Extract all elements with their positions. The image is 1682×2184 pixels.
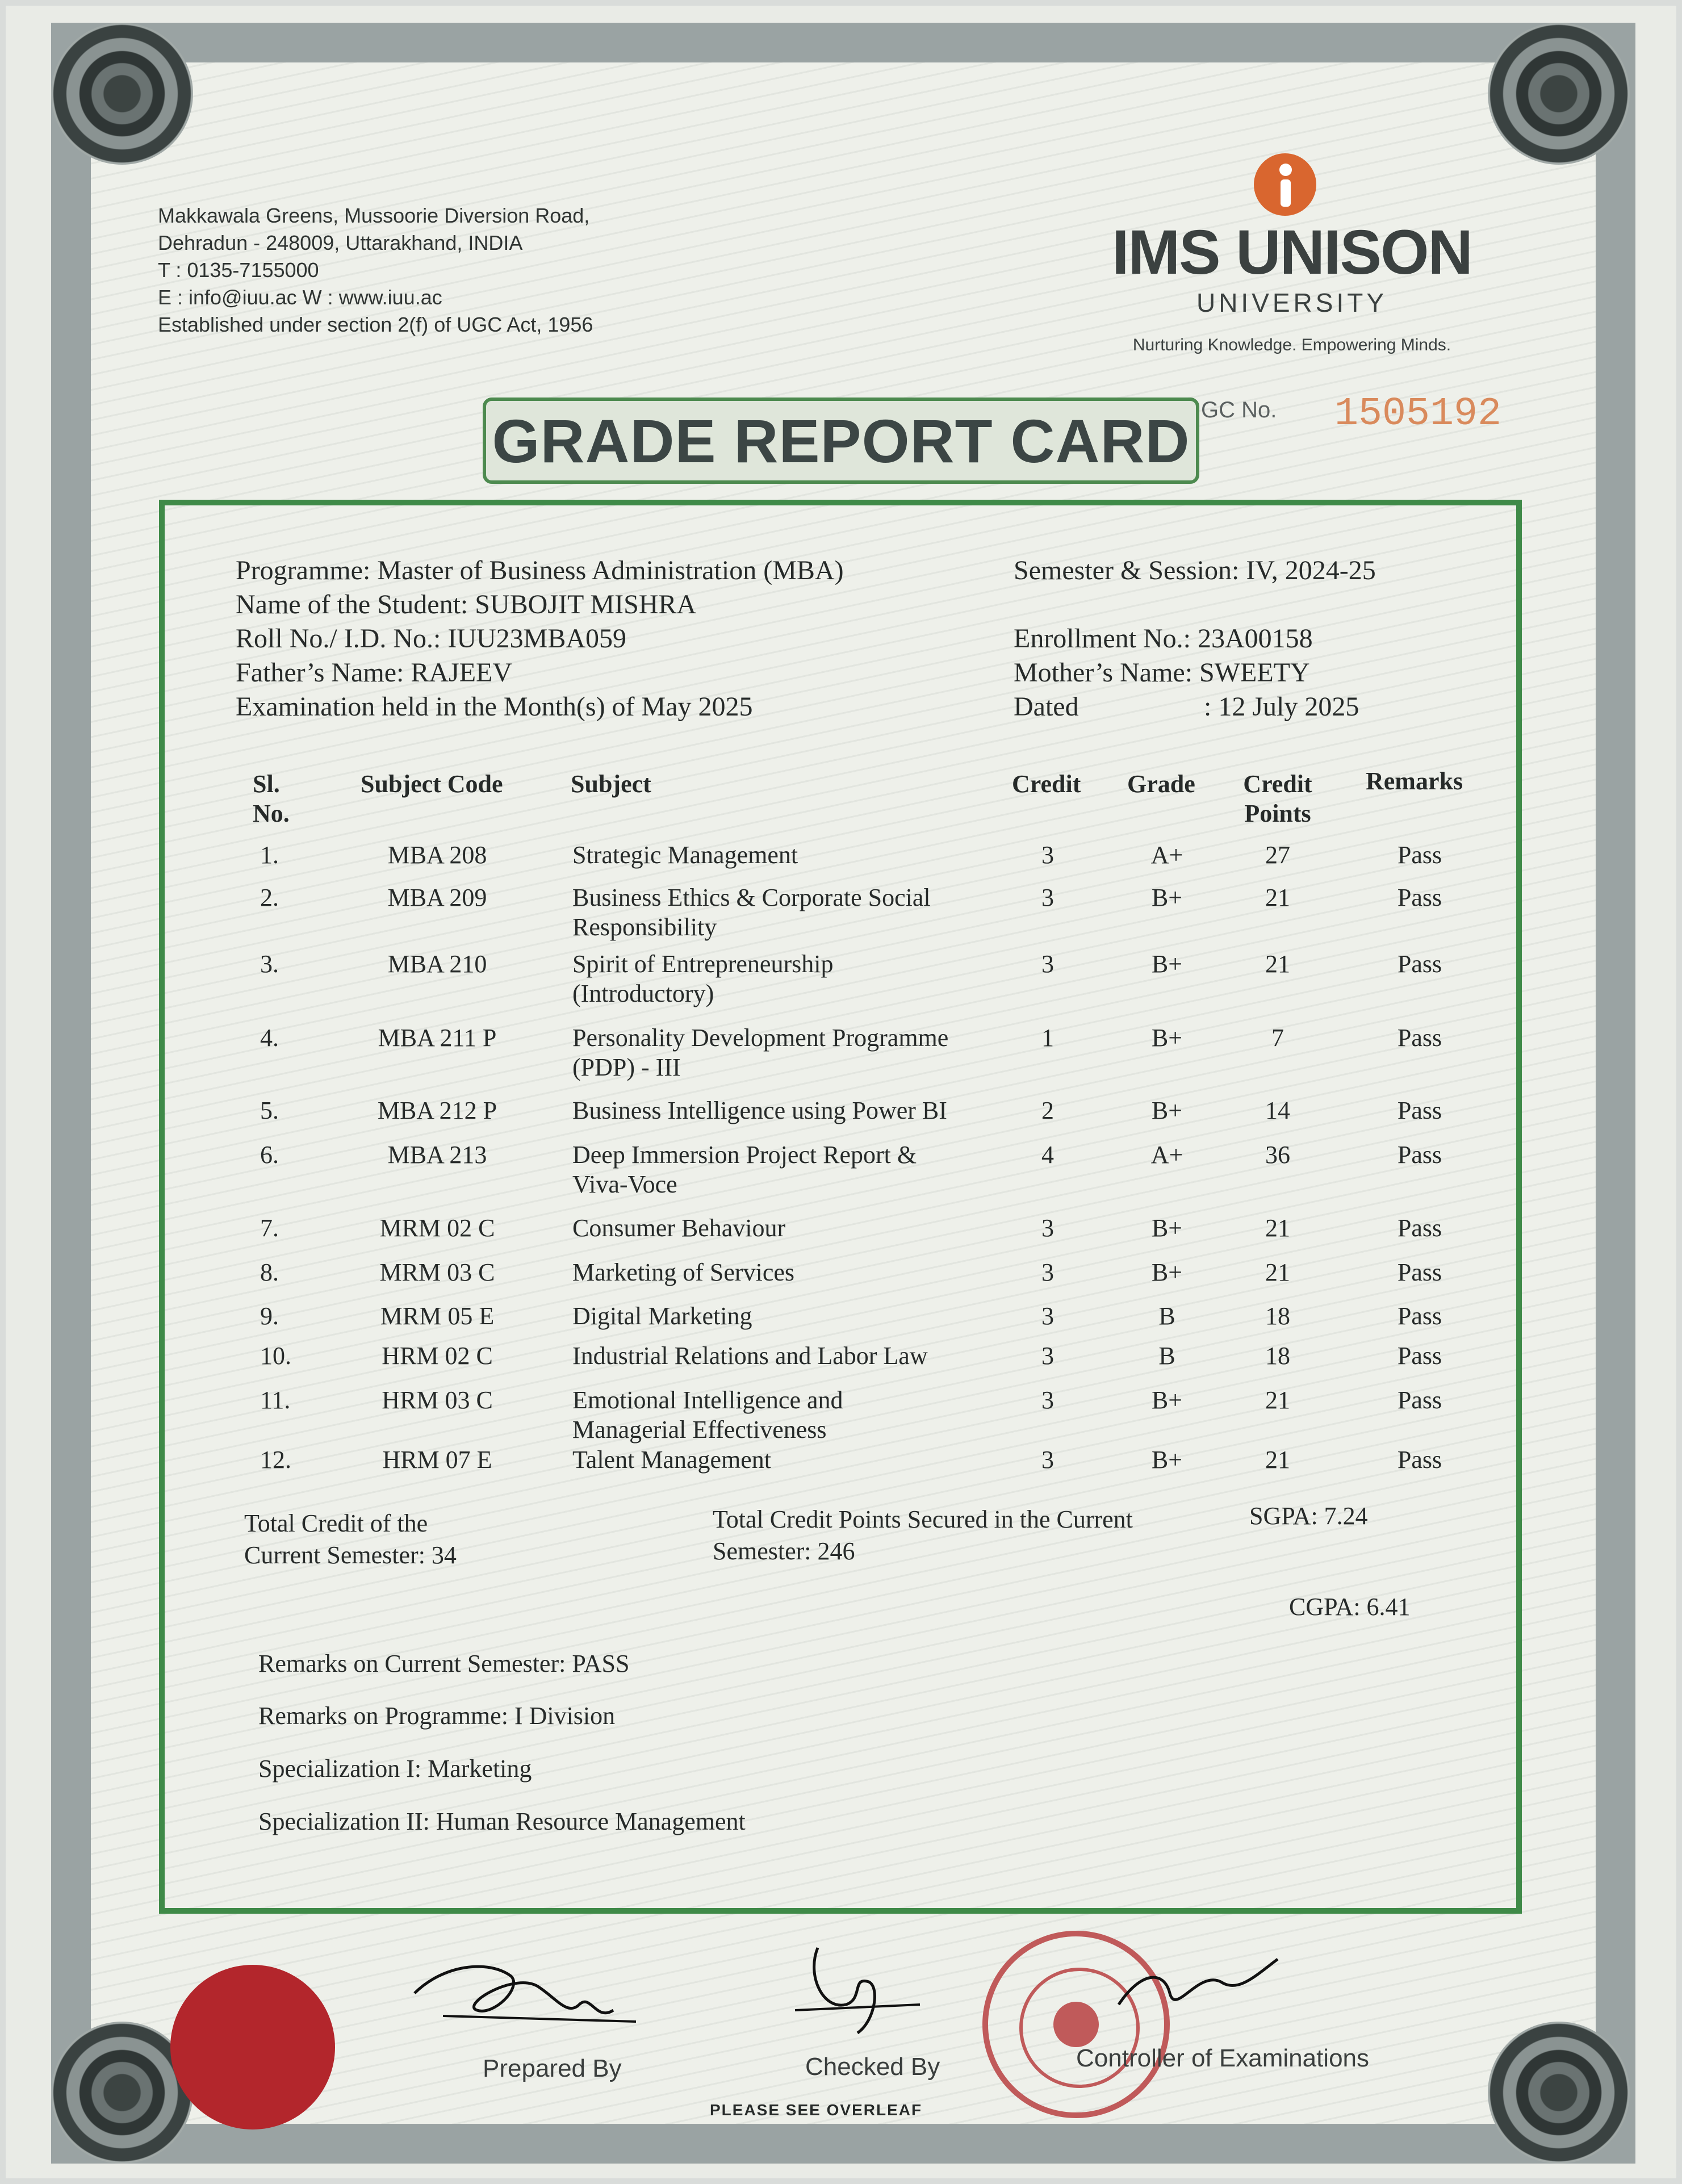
table-cell-sl: 4.: [260, 1024, 279, 1052]
semester-line: Semester & Session: IV, 2024-25: [1014, 555, 1376, 585]
table-cell-sl: 1.: [260, 841, 279, 869]
table-cell-sl: 10.: [260, 1342, 291, 1370]
table-cell-credit: 1: [1041, 1024, 1054, 1052]
signature-checked: [784, 1942, 931, 2039]
tagline: Nurturing Knowledge. Empowering Minds.: [1132, 336, 1451, 354]
table-cell-subject: Business Intelligence using Power BI: [572, 1097, 947, 1124]
col-header-sl: Sl. No.: [253, 770, 290, 827]
dated-value: : 12 July 2025: [1204, 692, 1359, 722]
table-cell-grade: B+: [1151, 1214, 1183, 1242]
table-cell-remarks: Pass: [1397, 1141, 1442, 1169]
address-line: T : 0135-7155000: [158, 258, 319, 282]
col-header-grade: Grade: [1127, 770, 1195, 798]
controller-label: Controller of Examinations: [1076, 2044, 1370, 2072]
table-cell-code: MRM 03 C: [379, 1258, 495, 1286]
table-cell-sl: 6.: [260, 1141, 279, 1169]
corner-rosette-bottom-right: [1488, 2022, 1630, 2164]
table-cell-grade: B+: [1151, 1097, 1183, 1124]
prepared-by-label: Prepared By: [483, 2055, 622, 2082]
enrollment-line: Enrollment No.: 23A00158: [1014, 624, 1313, 654]
table-cell-code: MBA 210: [387, 950, 487, 978]
wax-seal: [170, 1965, 335, 2129]
table-cell-subject: Industrial Relations and Labor Law: [572, 1342, 928, 1370]
table-cell-remarks: Pass: [1397, 1097, 1442, 1124]
total-points: Total Credit Points Secured in the Current Semester: 246: [713, 1505, 1133, 1565]
table-cell-grade: A+: [1150, 841, 1183, 869]
corner-rosette-top-left: [51, 23, 193, 165]
table-cell-points: 36: [1265, 1141, 1290, 1169]
table-cell-sl: 7.: [260, 1214, 279, 1242]
table-cell-code: MBA 211 P: [378, 1024, 497, 1052]
table-cell-subject: Personality Development Programme (PDP) - III: [572, 1024, 949, 1081]
table-cell-code: MBA 213: [387, 1141, 487, 1169]
table-cell-grade: B+: [1151, 884, 1183, 911]
signature-controller: [1107, 1948, 1295, 2039]
remarks-semester: Remarks on Current Semester: PASS: [258, 1650, 630, 1677]
table-cell-grade: A+: [1150, 1141, 1183, 1169]
roll-line: Roll No./ I.D. No.: IUU23MBA059: [236, 624, 627, 654]
table-cell-credit: 3: [1041, 884, 1054, 911]
table-cell-credit: 3: [1041, 1342, 1054, 1370]
col-header-subject: Subject: [571, 770, 651, 798]
table-cell-points: 21: [1265, 1446, 1290, 1474]
gc-number: 1505192: [1334, 392, 1502, 437]
table-cell-grade: B: [1158, 1342, 1175, 1370]
table-cell-code: MRM 05 E: [380, 1302, 495, 1330]
table-cell-code: HRM 02 C: [382, 1342, 493, 1370]
table-cell-sl: 3.: [260, 950, 279, 978]
table-cell-remarks: Pass: [1397, 950, 1442, 978]
dated-label: Dated: [1014, 692, 1079, 722]
table-cell-grade: B: [1158, 1302, 1175, 1330]
address-line: Established under section 2(f) of UGC Act, 1956: [158, 313, 593, 336]
table-cell-subject: Marketing of Services: [572, 1258, 794, 1286]
table-cell-credit: 3: [1041, 841, 1054, 869]
total-credit: Total Credit of the Current Semester: 34: [244, 1509, 457, 1569]
address-line: Makkawala Greens, Mussoorie Diversion Road,: [158, 204, 590, 227]
table-cell-points: 7: [1271, 1024, 1284, 1052]
col-header-remarks: Remarks: [1366, 767, 1463, 795]
father-line: Father’s Name: RAJEEV: [236, 658, 513, 688]
table-cell-credit: 2: [1041, 1097, 1054, 1124]
table-cell-points: 21: [1265, 1214, 1290, 1242]
table-cell-sl: 5.: [260, 1097, 279, 1124]
table-cell-points: 18: [1265, 1302, 1290, 1330]
table-cell-subject: Consumer Behaviour: [572, 1214, 786, 1242]
table-cell-remarks: Pass: [1397, 1258, 1442, 1286]
corner-rosette-top-right: [1488, 23, 1630, 165]
brand-sub: UNIVERSITY: [1196, 288, 1388, 317]
table-cell-code: MRM 02 C: [379, 1214, 495, 1242]
col-header-credit: Credit: [1012, 770, 1081, 798]
gc-label: GC No.: [1201, 398, 1277, 422]
table-cell-subject: Business Ethics & Corporate Social Responsibility: [572, 884, 931, 941]
table-cell-credit: 4: [1041, 1141, 1054, 1169]
table-cell-sl: 2.: [260, 884, 279, 911]
table-cell-code: HRM 07 E: [382, 1446, 492, 1474]
table-cell-sl: 11.: [260, 1386, 291, 1414]
cgpa: CGPA: 6.41: [1289, 1593, 1411, 1621]
table-cell-remarks: Pass: [1397, 1446, 1442, 1474]
specialization-2: Specialization II: Human Resource Management: [258, 1808, 746, 1835]
exam-line: Examination held in the Month(s) of May 2025: [236, 692, 753, 722]
table-cell-remarks: Pass: [1397, 841, 1442, 869]
programme-line: Programme: Master of Business Administration (MBA): [236, 555, 844, 585]
table-cell-grade: B+: [1151, 950, 1183, 978]
col-header-code: Subject Code: [361, 770, 503, 798]
table-cell-sl: 12.: [260, 1446, 291, 1474]
table-cell-credit: 3: [1041, 1302, 1054, 1330]
table-cell-remarks: Pass: [1397, 1342, 1442, 1370]
table-cell-credit: 3: [1041, 1386, 1054, 1414]
table-cell-subject: Emotional Intelligence and Managerial Effectiveness: [572, 1386, 843, 1444]
table-cell-grade: B+: [1151, 1386, 1183, 1414]
table-cell-credit: 3: [1041, 1446, 1054, 1474]
please-see-overleaf: PLEASE SEE OVERLEAF: [710, 2101, 923, 2119]
table-cell-points: 27: [1265, 841, 1290, 869]
table-cell-subject: Talent Management: [572, 1446, 772, 1474]
checked-by-label: Checked By: [805, 2053, 940, 2081]
table-cell-points: 14: [1265, 1097, 1290, 1124]
table-cell-subject: Digital Marketing: [572, 1302, 752, 1330]
table-cell-code: HRM 03 C: [382, 1386, 493, 1414]
signature-prepared: [409, 1953, 647, 2044]
table-cell-subject: Strategic Management: [572, 841, 798, 869]
table-cell-remarks: Pass: [1397, 884, 1442, 911]
table-cell-remarks: Pass: [1397, 1386, 1442, 1414]
specialization-1: Specialization I: Marketing: [258, 1755, 532, 1783]
table-cell-remarks: Pass: [1397, 1302, 1442, 1330]
table-cell-points: 18: [1265, 1342, 1290, 1370]
table-cell-code: MBA 208: [387, 841, 487, 869]
student-name-line: Name of the Student: SUBOJIT MISHRA: [236, 589, 697, 620]
table-cell-points: 21: [1265, 884, 1290, 911]
remarks-programme: Remarks on Programme: I Division: [258, 1702, 616, 1730]
table-cell-grade: B+: [1151, 1258, 1183, 1286]
brand-name: IMS UNISON: [1112, 217, 1472, 287]
university-logo-icon: [1254, 153, 1316, 216]
table-cell-grade: B+: [1151, 1024, 1183, 1052]
table-cell-code: MBA 209: [387, 884, 487, 911]
table-cell-subject: Spirit of Entrepreneurship (Introductory): [572, 950, 834, 1007]
table-cell-subject: Deep Immersion Project Report & Viva-Voce: [572, 1141, 917, 1198]
table-cell-credit: 3: [1041, 950, 1054, 978]
table-cell-sl: 9.: [260, 1302, 279, 1330]
table-cell-credit: 3: [1041, 1214, 1054, 1242]
col-header-points: Credit Points: [1243, 770, 1312, 827]
table-cell-remarks: Pass: [1397, 1214, 1442, 1242]
table-cell-sl: 8.: [260, 1258, 279, 1286]
address-line: Dehradun - 248009, Uttarakhand, INDIA: [158, 231, 523, 254]
brand-block: [1110, 219, 1474, 355]
table-cell-points: 21: [1265, 1386, 1290, 1414]
table-cell-credit: 3: [1041, 1258, 1054, 1286]
address-block: [158, 202, 593, 338]
table-cell-code: MBA 212 P: [377, 1097, 497, 1124]
mother-line: Mother’s Name: SWEETY: [1014, 658, 1310, 688]
sgpa: SGPA: 7.24: [1249, 1502, 1368, 1530]
table-cell-grade: B+: [1151, 1446, 1183, 1474]
table-cell-remarks: Pass: [1397, 1024, 1442, 1052]
table-cell-points: 21: [1265, 950, 1290, 978]
address-line: E : info@iuu.ac W : www.iuu.ac: [158, 286, 442, 309]
table-cell-points: 21: [1265, 1258, 1290, 1286]
page-title: GRADE REPORT CARD: [483, 398, 1199, 484]
